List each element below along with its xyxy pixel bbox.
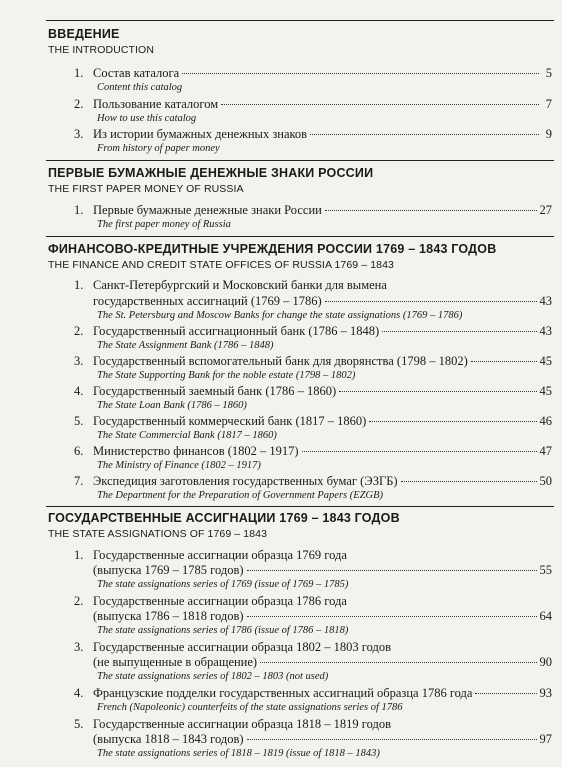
leader-dots [325, 210, 537, 211]
entry-title-ru: Министерство финансов (1802 – 1917) [93, 444, 299, 458]
toc-entry[interactable] [93, 609, 552, 624]
entry-title-ru: (выпуска 1769 – 1785 годов) [93, 563, 244, 577]
page-number: 97 [539, 732, 552, 746]
page-number: 27 [539, 203, 552, 217]
item-number: 2. [74, 594, 84, 608]
entry-title-ru: Французские подделки государственных ассигнаций образца 1786 года [93, 686, 473, 700]
section-rule [46, 506, 554, 507]
item-number: 7. [74, 474, 84, 488]
leader-dots [475, 693, 536, 694]
leader-dots [339, 391, 536, 392]
entry-title-en: The state assignations series of 1802 – 1803 (not used) [97, 671, 329, 682]
entry-title-en: The state assignations series of 1818 – 1819 (issue of 1818 – 1843) [97, 748, 380, 759]
leader-dots [260, 662, 536, 663]
leader-dots [247, 739, 537, 740]
entry-title-en: How to use this catalog [97, 113, 197, 124]
item-number: 3. [74, 127, 84, 141]
page-number: 43 [539, 324, 552, 338]
entry-title-en: The Department for the Preparation of Government Papers (EZGB) [97, 490, 383, 501]
leader-dots [182, 73, 539, 74]
section-title-ru: ФИНАНСОВО-КРЕДИТНЫЕ УЧРЕЖДЕНИЯ РОССИИ 1769 – 1843 ГОДОВ [48, 242, 497, 256]
page-number: 5 [545, 66, 552, 80]
entry-title-en: Content this catalog [97, 82, 183, 93]
entry-title-ru-line1: Санкт-Петербургский и Московский банки для вымена [93, 278, 387, 292]
entry-title-ru-line1: Государственные ассигнации образца 1802 – 1803 годов [93, 640, 391, 654]
page-number: 7 [545, 97, 552, 111]
entry-title-ru: государственных ассигнаций (1769 – 1786) [93, 294, 322, 308]
leader-dots [302, 451, 537, 452]
toc-entry[interactable] [93, 444, 552, 459]
toc-entry[interactable] [93, 686, 552, 701]
entry-title-en: The state assignations series of 1786 (issue of 1786 – 1818) [97, 625, 349, 636]
page-number: 90 [539, 655, 552, 669]
toc-entry[interactable] [93, 563, 552, 578]
page-number: 9 [545, 127, 552, 141]
page-number: 93 [539, 686, 552, 700]
entry-title-ru-line1: Государственные ассигнации образца 1769 года [93, 548, 347, 562]
page-number: 50 [539, 474, 552, 488]
item-number: 3. [74, 354, 84, 368]
page-number: 43 [539, 294, 552, 308]
leader-dots [247, 570, 537, 571]
leader-dots [401, 481, 537, 482]
toc-entry[interactable] [93, 324, 552, 339]
item-number: 5. [74, 717, 84, 731]
entry-title-en: The State Commercial Bank (1817 – 1860) [97, 430, 277, 441]
leader-dots [310, 134, 539, 135]
item-number: 1. [74, 548, 84, 562]
entry-title-en: The state assignations series of 1769 (issue of 1769 – 1785) [97, 579, 349, 590]
item-number: 1. [74, 203, 84, 217]
section-title-en: THE STATE ASSIGNATIONS OF 1769 – 1843 [48, 528, 268, 540]
toc-entry[interactable] [93, 127, 552, 142]
section-rule [46, 236, 554, 237]
toc-entry[interactable] [93, 474, 552, 489]
leader-dots [471, 361, 537, 362]
entry-title-ru: (не выпущенные в обращение) [93, 655, 258, 669]
item-number: 1. [74, 66, 84, 80]
item-number: 1. [74, 278, 84, 292]
section-title-ru: ГОСУДАРСТВЕННЫЕ АССИГНАЦИИ 1769 – 1843 ГОДОВ [48, 511, 400, 525]
section-title-en: THE FIRST PAPER MONEY OF RUSSIA [48, 183, 244, 195]
entry-title-en: The St. Petersburg and Moscow Banks for change the state assignations (1769 – 1786) [97, 310, 463, 321]
entry-title-en: The Ministry of Finance (1802 – 1917) [97, 460, 261, 471]
item-number: 4. [74, 686, 84, 700]
item-number: 4. [74, 384, 84, 398]
page-number: 55 [539, 563, 552, 577]
leader-dots [247, 616, 537, 617]
item-number: 5. [74, 414, 84, 428]
entry-title-ru-line1: Государственные ассигнации образца 1786 года [93, 594, 347, 608]
section-rule [46, 20, 554, 21]
leader-dots [221, 104, 539, 105]
toc-entry[interactable] [93, 354, 552, 369]
page-number: 45 [539, 384, 552, 398]
section-title-ru: ВВЕДЕНИЕ [48, 27, 120, 41]
leader-dots [382, 331, 536, 332]
page-number: 64 [539, 609, 552, 623]
section-title-en: THE FINANCE AND CREDIT STATE OFFICES OF RUSSIA 1769 – 1843 [48, 259, 394, 271]
entry-title-en: The State Assignment Bank (1786 – 1848) [97, 340, 274, 351]
entry-title-ru: Государственный заемный банк (1786 – 1860) [93, 384, 337, 398]
leader-dots [369, 421, 536, 422]
entry-title-ru: Первые бумажные денежные знаки России [93, 203, 322, 217]
toc-entry[interactable] [93, 384, 552, 399]
toc-entry[interactable] [93, 655, 552, 670]
entry-title-ru: Государственный коммерческий банк (1817 – 1860) [93, 414, 367, 428]
page-number: 47 [539, 444, 552, 458]
entry-title-ru: Состав каталога [93, 66, 180, 80]
toc-entry[interactable] [93, 97, 552, 112]
entry-title-ru: Экспедиция заготовления государственных бумаг (ЭЗГБ) [93, 474, 398, 488]
entry-title-en: The first paper money of Russia [97, 219, 231, 230]
entry-title-ru: Пользование каталогом [93, 97, 219, 111]
entry-title-ru: Государственный ассигнационный банк (1786 – 1848) [93, 324, 380, 338]
section-title-ru: ПЕРВЫЕ БУМАЖНЫЕ ДЕНЕЖНЫЕ ЗНАКИ РОССИИ [48, 166, 374, 180]
page-number: 45 [539, 354, 552, 368]
entry-title-ru-line1: Государственные ассигнации образца 1818 – 1819 годов [93, 717, 391, 731]
entry-title-ru: (выпуска 1786 – 1818 годов) [93, 609, 244, 623]
section-title-en: THE INTRODUCTION [48, 44, 155, 56]
item-number: 6. [74, 444, 84, 458]
item-number: 3. [74, 640, 84, 654]
entry-title-ru: Государственный вспомогательный банк для дворянства (1798 – 1802) [93, 354, 468, 368]
toc-entry[interactable] [93, 294, 552, 309]
entry-title-en: The State Supporting Bank for the noble estate (1798 – 1802) [97, 370, 356, 381]
toc-entry[interactable] [93, 414, 552, 429]
entry-title-en: From history of paper money [97, 143, 220, 154]
page-number: 46 [539, 414, 552, 428]
leader-dots [325, 301, 537, 302]
toc-entry[interactable] [93, 732, 552, 747]
entry-title-ru: (выпуска 1818 – 1843 годов) [93, 732, 244, 746]
entry-title-ru: Из истории бумажных денежных знаков [93, 127, 308, 141]
entry-title-en: The State Loan Bank (1786 – 1860) [97, 400, 247, 411]
toc-entry[interactable] [93, 66, 552, 81]
item-number: 2. [74, 97, 84, 111]
toc-entry[interactable] [93, 203, 552, 218]
item-number: 2. [74, 324, 84, 338]
entry-title-en: French (Napoleonic) counterfeits of the state assignations series of 1786 [97, 702, 403, 713]
section-rule [46, 160, 554, 161]
